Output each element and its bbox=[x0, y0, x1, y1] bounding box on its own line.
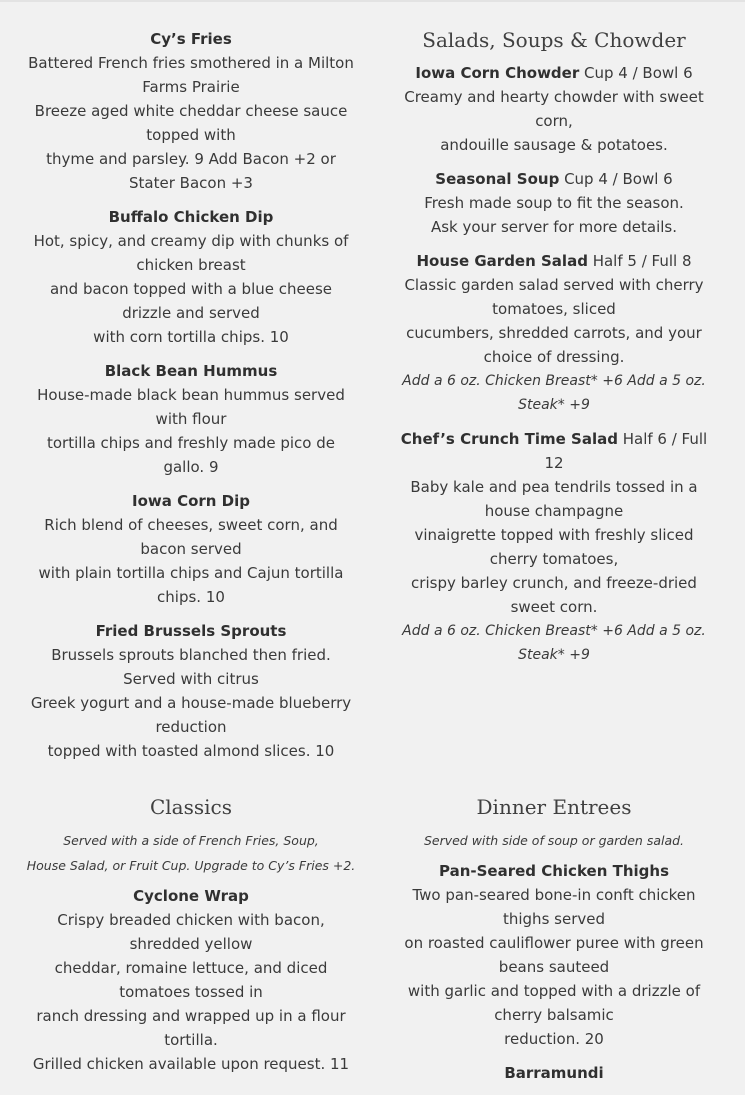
menu-item-name: Cy’s Fries bbox=[150, 30, 232, 48]
section-intro bbox=[389, 828, 719, 853]
menu-item-name: Iowa Corn Chowder bbox=[415, 64, 580, 82]
section-heading: Classics bbox=[149, 795, 232, 819]
menu-item-description: and bacon topped with a blue cheese drizzle and served bbox=[49, 280, 333, 322]
menu-item-name: Barramundi bbox=[504, 1064, 604, 1082]
menu-item-addon-note: Add a 6 oz. Chicken Breast* +6 Add a 5 oz. Steak* +9 bbox=[402, 373, 706, 413]
menu-item bbox=[389, 61, 719, 157]
menu-item bbox=[26, 619, 356, 763]
dinner-entrees-column bbox=[389, 792, 719, 1095]
classics-column bbox=[26, 792, 356, 1086]
menu-item bbox=[389, 1061, 719, 1085]
menu-item-description: Ask your server for more details. bbox=[430, 218, 678, 236]
menu-item-description: Greek yogurt and a house-made blueberry reduction bbox=[30, 694, 352, 736]
menu-item-description: with garlic and topped with a drizzle of cherry balsamic bbox=[407, 982, 701, 1024]
appetizers-column bbox=[26, 27, 356, 773]
menu-item-title bbox=[389, 859, 719, 883]
menu-item-price: Half 5 / Full 8 bbox=[587, 252, 692, 270]
section-heading: Dinner Entrees bbox=[476, 795, 632, 819]
menu-item-description: Grilled chicken available upon request. 11 bbox=[32, 1055, 350, 1073]
menu-item-name: Pan-Seared Chicken Thighs bbox=[438, 862, 669, 880]
menu-item-name: Seasonal Soup bbox=[435, 170, 560, 188]
intro-line: Served with side of soup or garden salad. bbox=[423, 833, 685, 848]
menu-item-description: tortilla chips and freshly made pico de gallo. 9 bbox=[46, 434, 336, 476]
menu-item-description: Creamy and hearty chowder with sweet corn, bbox=[404, 88, 704, 130]
menu-item-description: topped with toasted almond slices. 10 bbox=[47, 742, 335, 760]
menu-item-title bbox=[26, 489, 356, 513]
menu-item-name: Buffalo Chicken Dip bbox=[108, 208, 274, 226]
intro-line: House Salad, or Fruit Cup. Upgrade to Cy’s Fries +2. bbox=[26, 858, 356, 873]
menu-item-title bbox=[26, 619, 356, 643]
menu-item-title bbox=[26, 27, 356, 51]
menu-item-title bbox=[26, 205, 356, 229]
menu-item-title bbox=[389, 1061, 719, 1085]
menu-item-description: Breeze aged white cheddar cheese sauce topped with bbox=[34, 102, 348, 144]
menu-item-name: Black Bean Hummus bbox=[104, 362, 278, 380]
menu-item-description: andouille sausage & potatoes. bbox=[440, 136, 668, 154]
menu-item-addon-note: Add a 6 oz. Chicken Breast* +6 Add a 5 oz. Steak* +9 bbox=[402, 623, 706, 663]
menu-item bbox=[389, 427, 719, 667]
menu-item-description: with corn tortilla chips. 10 bbox=[93, 328, 289, 346]
top-border bbox=[0, 0, 745, 2]
menu-item bbox=[389, 167, 719, 239]
menu-item-name: Cyclone Wrap bbox=[133, 887, 249, 905]
menu-item-description: Baby kale and pea tendrils tossed in a house champagne bbox=[410, 478, 698, 520]
intro-line: Served with a side of French Fries, Soup, bbox=[63, 833, 319, 848]
menu-item-description: Battered French fries smothered in a Milton Farms Prairie bbox=[28, 54, 354, 96]
menu-item bbox=[26, 884, 356, 1076]
menu-item-title bbox=[389, 427, 719, 475]
menu-item-price: Cup 4 / Bowl 6 bbox=[579, 64, 693, 82]
menu-item-description: ranch dressing and wrapped up in a flour tortilla. bbox=[36, 1007, 346, 1049]
menu-item-description: on roasted cauliflower puree with green beans sauteed bbox=[404, 934, 704, 976]
menu-item-price: Cup 4 / Bowl 6 bbox=[559, 170, 673, 188]
menu-item-description: Crispy breaded chicken with bacon, shredded yellow bbox=[57, 911, 325, 953]
menu-item-description: Two pan-seared bone-in conft chicken thighs served bbox=[412, 886, 696, 928]
menu-item-description: House-made black bean hummus served with flour bbox=[37, 386, 345, 428]
menu-item bbox=[389, 249, 719, 417]
menu-item-name: Fried Brussels Sprouts bbox=[95, 622, 287, 640]
section-intro bbox=[26, 828, 356, 878]
menu-item-name: House Garden Salad bbox=[416, 252, 588, 270]
menu-item bbox=[26, 205, 356, 349]
menu-item-description: cheddar, romaine lettuce, and diced tomatoes tossed in bbox=[54, 959, 328, 1001]
salads-soups-column bbox=[389, 25, 719, 677]
menu-item bbox=[26, 359, 356, 479]
menu-item-title bbox=[389, 167, 719, 191]
menu-item-description: with plain tortilla chips and Cajun tortilla chips. 10 bbox=[38, 564, 344, 606]
menu-item-description: Fresh made soup to fit the season. bbox=[424, 194, 684, 212]
menu-item-description: vinaigrette topped with freshly sliced cherry tomatoes, bbox=[414, 526, 694, 568]
menu-item-description: cucumbers, shredded carrots, and your choice of dressing. bbox=[406, 324, 702, 366]
menu-item-description: reduction. 20 bbox=[504, 1030, 604, 1048]
menu-item-title bbox=[26, 884, 356, 908]
menu-item-title bbox=[26, 359, 356, 383]
section-heading: Salads, Soups & Chowder bbox=[422, 28, 686, 52]
menu-item-description: crispy barley crunch, and freeze-dried sweet corn. bbox=[411, 574, 697, 616]
menu-item-description: thyme and parsley. 9 Add Bacon +2 or Stater Bacon +3 bbox=[46, 150, 336, 192]
menu-item bbox=[26, 489, 356, 609]
menu-item-title bbox=[389, 61, 719, 85]
menu-item-title bbox=[389, 249, 719, 273]
menu-item-name: Chef’s Crunch Time Salad bbox=[400, 430, 618, 448]
menu-item-description: Hot, spicy, and creamy dip with chunks of chicken breast bbox=[33, 232, 349, 274]
menu-item-price: Half 6 / Full 12 bbox=[544, 430, 708, 472]
menu-item-description: Rich blend of cheeses, sweet corn, and bacon served bbox=[44, 516, 338, 558]
menu-item-name: Iowa Corn Dip bbox=[131, 492, 251, 510]
menu-item-description: Brussels sprouts blanched then fried. Served with citrus bbox=[51, 646, 331, 688]
menu-item bbox=[389, 859, 719, 1051]
menu-item bbox=[26, 27, 356, 195]
menu-item-description: Classic garden salad served with cherry tomatoes, sliced bbox=[404, 276, 704, 318]
